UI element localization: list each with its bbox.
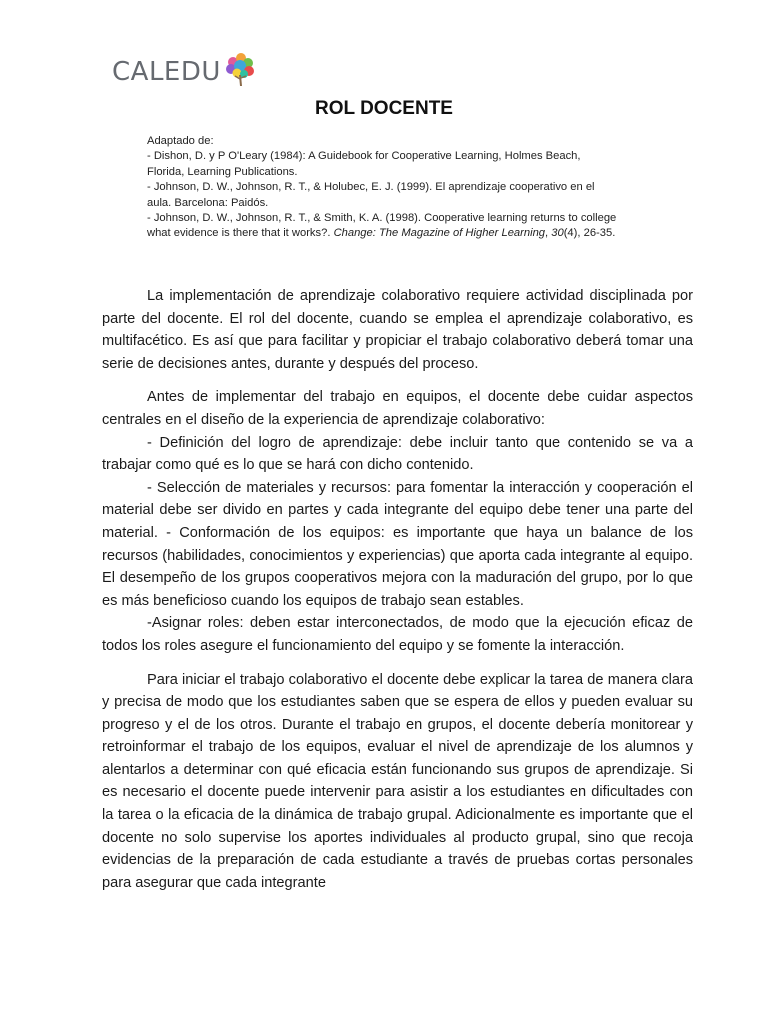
reference-item: - Dishon, D. y P O'Leary (1984): A Guidebook for Cooperative Learning, Holmes Beach, Florida, Learning Publications. bbox=[147, 150, 584, 178]
reference-item bbox=[147, 211, 620, 242]
tree-icon bbox=[223, 52, 257, 88]
caledu-logo bbox=[112, 56, 257, 88]
paragraph: La implementación de aprendizaje colaborativo requiere actividad disciplinada por parte del docente. El rol del docente, cuando se emplea el aprendizaje colaborativo, es multifacético. Es así que para facilitar y propiciar el trabajo colaborativo deberá tomar una serie de decisiones antes, durante y después del proceso. bbox=[102, 288, 693, 372]
paragraph: Antes de implementar del trabajo en equipos, el docente debe cuidar aspectos centrales en el diseño de la experiencia de aprendizaje colaborativo: bbox=[102, 389, 693, 428]
logo-text: CALEDU bbox=[112, 57, 221, 87]
reference-journal: Change: The Magazine of Higher Learning bbox=[333, 227, 546, 240]
references-heading: Adaptado de: bbox=[147, 135, 214, 147]
paragraph: - Selección de materiales y recursos: para fomentar la interacción y cooperación el material debe ser divido en partes y cada integrante del equipo debe tener una parte del material. - Conformación de los equipos: es importante que haya un balance de los recursos (habilidades, conocimientos y experiencias) que aporta cada integrante al equipo. El desempeño de los grupos cooperativos mejora con la maduración del grupo, por lo que es más beneficioso cuando los equipos de trabajo sean estables. bbox=[102, 479, 693, 609]
paragraph: - Definición del logro de aprendizaje: debe incluir tanto que contenido se va a trabajar como qué es lo que se hará con dicho contenido. bbox=[102, 434, 693, 474]
reference-item: - Johnson, D. W., Johnson, R. T., & Holubec, E. J. (1999). El aprendizaje cooperativo en el aula. Barcelona: Paidós. bbox=[147, 181, 598, 209]
paragraph: Para iniciar el trabajo colaborativo el docente debe explicar la tarea de manera clara y precisa de modo que los estudiantes saben que se espera de ellos y pueden evaluar su progreso y el de los otros. Durante el trabajo en grupos, el docente debería monitorear y retroinformar el trabajo de los equipos, evaluar el nivel de aprendizaje de los alumnos y alentarlos a determinar con qué eficacia están funcionando sus grupos de aprendizaje. Si es necesario el docente puede intervenir para asistir a los estudiantes en dificultades con la tarea o la eficacia de la dinámica de trabajo grupal. Adicionalmente es importante que el docente no solo supervise los aportes individuales al producto grupal, sino que recoja evidencias de la preparación de cada estudiante a través de pruebas cortas personales para asegurar que cada integrante bbox=[102, 671, 693, 891]
reference-volume: 30 bbox=[551, 227, 564, 240]
page-title: ROL DOCENTE bbox=[315, 98, 453, 119]
reference-pages: (4), 26-35. bbox=[563, 227, 616, 240]
reference-text: - Johnson, D. W., Johnson, R. T., & Smith, K. A. (1998). Cooperative learning returns to college what evidence is there that it works?. bbox=[147, 212, 620, 240]
reference-comma: , bbox=[545, 227, 552, 240]
paragraph: -Asignar roles: deben estar interconectados, de modo que la ejecución eficaz de todos los roles asegure el funcionamiento del equipo y se fomente la interacción. bbox=[102, 615, 693, 654]
body-text bbox=[102, 285, 693, 894]
references-block bbox=[147, 134, 620, 242]
